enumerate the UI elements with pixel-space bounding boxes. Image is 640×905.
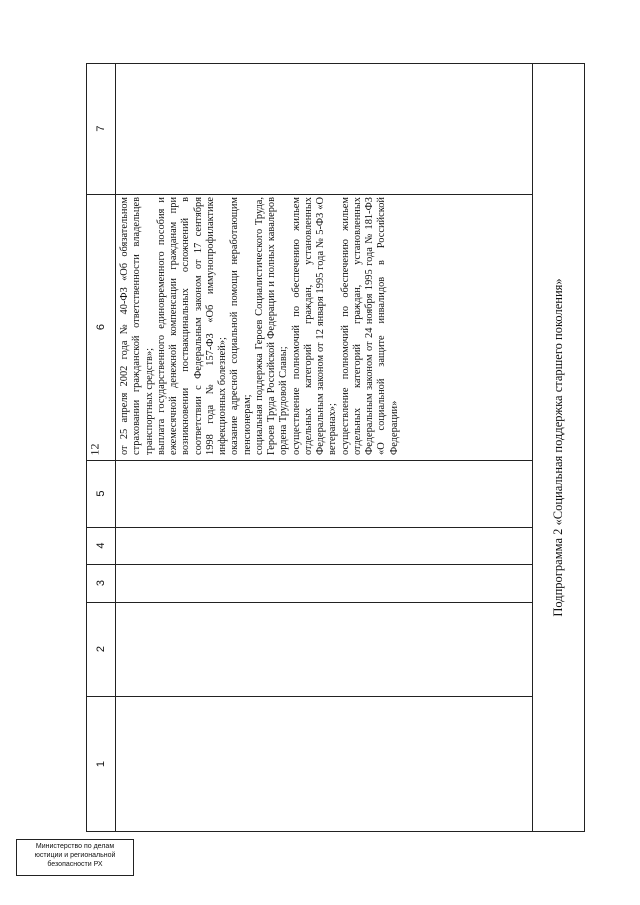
stamp-line: безопасности РХ [47, 861, 103, 868]
rotated-table [86, 63, 585, 832]
column-header-4: 4 [95, 542, 107, 549]
table-column-5 [86, 460, 532, 527]
table-column-3 [86, 564, 532, 602]
cell-paragraph: оказание адресной социальной помощи неработающим пенсионерам; [229, 197, 253, 455]
page-number: 12 [87, 443, 102, 456]
stamp-line: Министерство по делам [35, 843, 115, 850]
cell-paragraph: осуществление полномочий по обеспечению жильем отдельных категорий граждан, установленных Федеральным законом от 24 ноября 1995 года № 181-ФЗ «О социальной защите инвалидов в Российской Федерации» [339, 197, 400, 455]
table-column-2 [86, 602, 532, 696]
column-6-content [119, 197, 401, 455]
column-header-6: 6 [95, 323, 107, 331]
table-column-4 [86, 527, 532, 564]
column-header-7: 7 [95, 125, 107, 132]
column-header-2: 2 [95, 645, 107, 653]
column-header-5: 5 [95, 490, 107, 497]
cell-paragraph: осуществление полномочий по обеспечению жильем отдельных категорий граждан, установленных Федеральным законом от 12 января 1995 года № 5-ФЗ «О ветеранах»; [290, 197, 339, 455]
cell-paragraph: от 25 апреля 2002 года № 40-ФЗ «Об обязательном страховании гражданской ответственности владельцев транспортных средств»; [119, 197, 155, 455]
ministry-stamp [16, 839, 134, 876]
cell-paragraph: социальная поддержка Героев Социалистического Труда, Героев Труда Российской Федерации и полных кавалеров ордена Трудовой Славы; [253, 197, 290, 455]
column-header-3: 3 [95, 579, 107, 587]
column-header-1: 1 [95, 760, 107, 768]
subprogram-title: Подпрограмма 2 «Социальная поддержка старшего поколения» [551, 278, 565, 617]
cell-paragraph: выплата государственного единовременного пособия и ежемесячной денежной компенсации гражданам при возникновении поствакцинальных осложнений в соответствии с Федеральным законом от 17 сентября 1998 года № 157-ФЗ «Об иммунопрофилактике инфекционных болезней»; [155, 197, 228, 455]
table-column-1 [86, 696, 532, 832]
stamp-line: юстиции и региональной [34, 852, 116, 859]
